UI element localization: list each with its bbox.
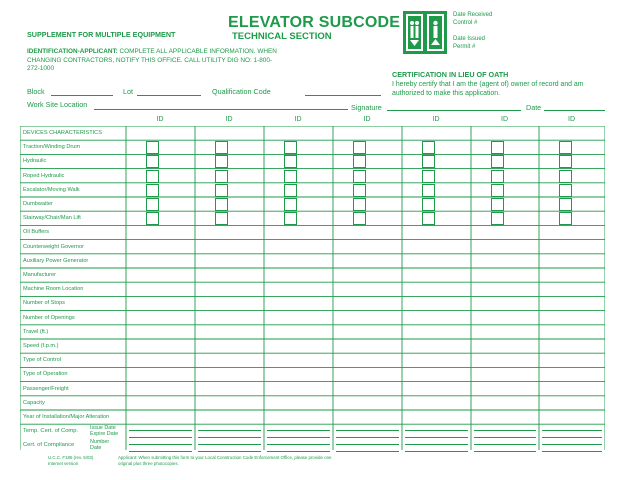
equipment-type-checkbox[interactable]	[284, 198, 297, 211]
table-cell-input[interactable]	[334, 269, 401, 281]
block-label: Block	[27, 87, 45, 96]
equipment-type-checkbox[interactable]	[215, 141, 228, 154]
table-cell-input[interactable]	[540, 297, 604, 309]
table-cell-input[interactable]	[196, 255, 263, 267]
table-cell-input[interactable]	[540, 397, 604, 409]
temp-cert-row-input[interactable]	[198, 437, 261, 438]
equipment-type-checkbox[interactable]	[215, 212, 228, 225]
id-column-header: ID	[294, 116, 302, 123]
table-cell-input[interactable]	[403, 283, 470, 295]
equipment-type-checkbox[interactable]	[146, 212, 159, 225]
table-cell-input[interactable]	[403, 340, 470, 352]
cert-compliance-row-input[interactable]	[198, 444, 261, 445]
table-cell-input[interactable]	[265, 354, 332, 366]
equipment-type-checkbox[interactable]	[559, 141, 572, 154]
ident-text: COMPLETE ALL APPLICABLE INFORMATION. WHEN CHANGING CONTRACTORS, NOTIFY THIS OFFICE. CALL UTILITY DIG NO: 1-800-272-1000	[27, 48, 277, 73]
equipment-type-checkbox[interactable]	[491, 170, 504, 183]
table-cell-input[interactable]	[334, 397, 401, 409]
row-label: Escalator/Moving Walk	[23, 186, 80, 193]
table-cell-input[interactable]	[472, 312, 538, 324]
qualification-code-input[interactable]	[305, 95, 381, 96]
table-cell-input[interactable]	[127, 269, 194, 281]
table-cell-input[interactable]	[127, 354, 194, 366]
table-cell-input[interactable]	[334, 241, 401, 253]
table-cell-input[interactable]	[403, 241, 470, 253]
table-cell-input[interactable]	[540, 241, 604, 253]
equipment-type-checkbox[interactable]	[491, 141, 504, 154]
table-cell-input[interactable]	[127, 368, 194, 380]
table-cell-input[interactable]	[334, 368, 401, 380]
table-cell-input[interactable]	[127, 241, 194, 253]
temp-cert-row-input[interactable]	[542, 430, 602, 431]
table-cell-input[interactable]	[403, 383, 470, 395]
id-column-header: ID	[156, 116, 164, 123]
equipment-type-checkbox[interactable]	[284, 155, 297, 168]
table-cell-input[interactable]	[265, 297, 332, 309]
equipment-type-checkbox[interactable]	[146, 184, 159, 197]
signature-label: Signature	[351, 103, 382, 112]
date-label: Date	[526, 103, 542, 112]
signature-input[interactable]	[387, 110, 521, 111]
cert-compliance-row-input[interactable]	[129, 451, 192, 452]
equipment-type-checkbox[interactable]	[491, 212, 504, 225]
table-cell-input[interactable]	[540, 340, 604, 352]
table-cell-input[interactable]	[472, 255, 538, 267]
table-cell-input[interactable]	[403, 397, 470, 409]
equipment-type-checkbox[interactable]	[146, 155, 159, 168]
row-label: Capacity	[23, 399, 45, 406]
equipment-type-checkbox[interactable]	[146, 141, 159, 154]
table-cell-input[interactable]	[472, 241, 538, 253]
row-label: Hydraulic	[23, 158, 47, 165]
cert-compliance-row-input[interactable]	[267, 444, 330, 445]
table-cell-input[interactable]	[265, 326, 332, 338]
table-cell-input[interactable]	[265, 368, 332, 380]
table-cell-input[interactable]	[196, 226, 263, 238]
table-cell-input[interactable]	[127, 312, 194, 324]
form-id-1: U.C.C. F185 (rev. 5/03)	[48, 455, 94, 460]
equipment-type-checkbox[interactable]	[559, 184, 572, 197]
equipment-type-checkbox[interactable]	[353, 184, 366, 197]
cert-compliance-row-input[interactable]	[336, 444, 399, 445]
row-label: Dumbwaiter	[23, 201, 53, 207]
form-id-2: Internet version	[48, 461, 79, 466]
cert-compliance-row-input[interactable]	[474, 444, 536, 445]
table-cell-input[interactable]	[334, 255, 401, 267]
equipment-type-checkbox[interactable]	[353, 155, 366, 168]
table-cell-input[interactable]	[334, 383, 401, 395]
table-cell-input[interactable]	[265, 340, 332, 352]
table-cell-input[interactable]	[196, 340, 263, 352]
table-cell-input[interactable]	[540, 312, 604, 324]
cert-compliance-row-input[interactable]	[336, 451, 399, 452]
equipment-type-checkbox[interactable]	[353, 198, 366, 211]
temp-cert-row-input[interactable]	[336, 430, 399, 431]
table-cell-input[interactable]	[265, 241, 332, 253]
table-cell-input[interactable]	[472, 226, 538, 238]
table-cell-input[interactable]	[196, 312, 263, 324]
equipment-type-checkbox[interactable]	[559, 212, 572, 225]
table-cell-input[interactable]	[403, 368, 470, 380]
table-cell-input[interactable]	[472, 297, 538, 309]
equipment-type-checkbox[interactable]	[491, 184, 504, 197]
table-cell-input[interactable]	[540, 269, 604, 281]
temp-cert-row-input[interactable]	[267, 430, 330, 431]
cert-compliance-row-input[interactable]	[542, 451, 602, 452]
table-cell-input[interactable]	[196, 326, 263, 338]
form-subtitle: TECHNICAL SECTION	[232, 31, 332, 42]
cert-compliance-row-input[interactable]	[474, 451, 536, 452]
equipment-type-checkbox[interactable]	[284, 170, 297, 183]
id-column-header: ID	[568, 116, 575, 123]
table-cell-input[interactable]	[540, 226, 604, 238]
table-cell-input[interactable]	[472, 326, 538, 338]
id-column-header: ID	[501, 116, 508, 123]
qualification-code-label: Qualification Code	[212, 87, 271, 96]
table-cell-input[interactable]	[127, 226, 194, 238]
row-label: Auxiliary Power Generator	[23, 257, 89, 264]
table-cell-input[interactable]	[403, 297, 470, 309]
equipment-type-checkbox[interactable]	[422, 184, 435, 197]
table-cell-input[interactable]	[403, 255, 470, 267]
form-title: ELEVATOR SUBCODE	[228, 14, 401, 31]
date-received-label: Date Received	[453, 12, 493, 18]
row-label: Travel (ft.)	[23, 328, 49, 335]
permit-number-label: Permit #	[453, 44, 476, 50]
equipment-type-checkbox[interactable]	[422, 155, 435, 168]
equipment-table	[20, 126, 605, 450]
table-cell-input[interactable]	[265, 226, 332, 238]
row-label: Number of Openings	[23, 314, 75, 321]
temp-cert-row-input[interactable]	[405, 437, 468, 438]
cert-compliance-row-input[interactable]	[542, 444, 602, 445]
table-cell-input[interactable]	[540, 411, 604, 423]
table-cell-input[interactable]	[196, 269, 263, 281]
row-label: Type of Operation	[23, 371, 68, 378]
temp-cert-row-input[interactable]	[336, 437, 399, 438]
cert-compliance-row-sub1: Number	[90, 439, 110, 446]
table-cell-input[interactable]	[127, 411, 194, 423]
table-cell-input[interactable]	[403, 354, 470, 366]
table-cell-input[interactable]	[196, 368, 263, 380]
identification-instructions	[27, 48, 277, 74]
table-cell-input[interactable]	[196, 241, 263, 253]
temp-cert-row-input[interactable]	[129, 430, 192, 431]
row-label: Passenger/Freight	[23, 385, 69, 392]
table-cell-input[interactable]	[127, 283, 194, 295]
table-cell-input[interactable]	[334, 340, 401, 352]
table-cell-input[interactable]	[265, 283, 332, 295]
equipment-type-checkbox[interactable]	[559, 170, 572, 183]
table-cell-input[interactable]	[127, 397, 194, 409]
table-cell-input[interactable]	[334, 283, 401, 295]
table-cell-input[interactable]	[127, 297, 194, 309]
table-cell-input[interactable]	[334, 411, 401, 423]
table-cell-input[interactable]	[403, 326, 470, 338]
row-label: Speed (f.p.m.)	[23, 343, 59, 349]
work-site-location-input[interactable]	[94, 109, 348, 110]
table-cell-input[interactable]	[403, 312, 470, 324]
table-cell-input[interactable]	[127, 326, 194, 338]
table-cell-input[interactable]	[472, 269, 538, 281]
temp-cert-row-input[interactable]	[474, 430, 536, 431]
temp-cert-row-input[interactable]	[267, 437, 330, 438]
row-label: Roped Hydraulic	[23, 172, 65, 179]
table-header-row-label: DEVICES CHARACTERISTICS	[23, 130, 102, 136]
table-cell-input[interactable]	[196, 383, 263, 395]
equipment-type-checkbox[interactable]	[491, 155, 504, 168]
table-cell-input[interactable]	[196, 411, 263, 423]
equipment-type-checkbox[interactable]	[422, 212, 435, 225]
temp-cert-row-input[interactable]	[198, 430, 261, 431]
table-cell-input[interactable]	[265, 411, 332, 423]
equipment-type-checkbox[interactable]	[146, 170, 159, 183]
table-cell-input[interactable]	[265, 397, 332, 409]
certification-text: I hereby certify that I am the (agent of) owner of record and am authorized to make this application.	[392, 81, 584, 98]
lot-label: Lot	[123, 87, 133, 96]
table-cell-input[interactable]	[472, 340, 538, 352]
work-site-location-label: Work Site Location	[27, 100, 88, 109]
temp-cert-row-sub1: Issue Date	[90, 425, 116, 432]
cert-compliance-row-input[interactable]	[405, 451, 468, 452]
equipment-type-checkbox[interactable]	[284, 141, 297, 154]
equipment-type-checkbox[interactable]	[215, 184, 228, 197]
equipment-type-checkbox[interactable]	[491, 198, 504, 211]
date-issued-label: Date Issued	[453, 36, 486, 42]
row-label: Oil Buffers	[23, 229, 50, 236]
temp-cert-row-sub2: Expire Date	[90, 431, 119, 438]
table-cell-input[interactable]	[334, 226, 401, 238]
cert-compliance-row-input[interactable]	[129, 444, 192, 445]
table-cell-input[interactable]	[472, 411, 538, 423]
id-column-header: ID	[432, 116, 440, 123]
supplement-heading: SUPPLEMENT FOR MULTIPLE EQUIPMENT	[27, 30, 176, 39]
equipment-type-checkbox[interactable]	[215, 198, 228, 211]
cert-compliance-row-input[interactable]	[267, 451, 330, 452]
table-cell-input[interactable]	[196, 283, 263, 295]
footer-note-1: Applicant: When submitting this form to your Local Construction Code Enforcement Office, please provide one	[118, 455, 332, 460]
table-cell-input[interactable]	[196, 397, 263, 409]
equipment-type-checkbox[interactable]	[422, 198, 435, 211]
equipment-type-checkbox[interactable]	[284, 212, 297, 225]
table-cell-input[interactable]	[472, 283, 538, 295]
equipment-type-checkbox[interactable]	[215, 170, 228, 183]
table-cell-input[interactable]	[127, 340, 194, 352]
cert-compliance-row-sub2: Date	[90, 445, 102, 452]
table-cell-input[interactable]	[127, 383, 194, 395]
table-cell-input[interactable]	[265, 383, 332, 395]
equipment-type-checkbox[interactable]	[215, 155, 228, 168]
table-cell-input[interactable]	[403, 226, 470, 238]
row-label: Counterweight Governor	[23, 243, 84, 250]
row-label: Machine Room Location	[23, 286, 84, 293]
certification-heading: CERTIFICATION IN LIEU OF OATH	[392, 70, 509, 79]
equipment-type-checkbox[interactable]	[353, 212, 366, 225]
lot-input[interactable]	[137, 95, 201, 96]
table-cell-input[interactable]	[334, 312, 401, 324]
table-cell-input[interactable]	[540, 283, 604, 295]
table-cell-input[interactable]	[196, 354, 263, 366]
equipment-type-checkbox[interactable]	[284, 184, 297, 197]
temp-cert-row-input[interactable]	[474, 437, 536, 438]
table-cell-input[interactable]	[472, 368, 538, 380]
table-cell-input[interactable]	[334, 354, 401, 366]
table-cell-input[interactable]	[334, 326, 401, 338]
row-label: Type of Control	[23, 357, 61, 364]
table-cell-input[interactable]	[403, 411, 470, 423]
temp-cert-row-input[interactable]	[129, 437, 192, 438]
table-rows	[20, 126, 605, 450]
footer-note-2: original plus three photocopies.	[118, 461, 179, 466]
table-cell-input[interactable]	[196, 297, 263, 309]
table-cell-input[interactable]	[472, 397, 538, 409]
equipment-type-checkbox[interactable]	[559, 155, 572, 168]
table-cell-input[interactable]	[540, 326, 604, 338]
equipment-type-checkbox[interactable]	[146, 198, 159, 211]
table-cell-input[interactable]	[472, 383, 538, 395]
row-label: Stairway/Chair/Man Lift	[23, 215, 81, 222]
table-cell-input[interactable]	[540, 383, 604, 395]
table-cell-input[interactable]	[472, 354, 538, 366]
temp-cert-row-input[interactable]	[405, 430, 468, 431]
elevator-logo-icon	[403, 11, 447, 54]
id-column-header: ID	[363, 116, 371, 123]
equipment-type-checkbox[interactable]	[353, 141, 366, 154]
table-cell-input[interactable]	[265, 269, 332, 281]
cert-compliance-row-input[interactable]	[405, 444, 468, 445]
id-column-header: ID	[225, 116, 233, 123]
table-cell-input[interactable]	[265, 255, 332, 267]
equipment-type-checkbox[interactable]	[422, 141, 435, 154]
cert-compliance-row-label: Cert. of Compliance	[23, 442, 75, 449]
table-cell-input[interactable]	[540, 354, 604, 366]
row-label: Traction/Winding Drum	[23, 144, 80, 151]
row-label: Manufacturer	[23, 272, 56, 278]
control-number-label: Control #	[453, 20, 478, 26]
date-input[interactable]	[544, 110, 605, 111]
table-cell-input[interactable]	[334, 297, 401, 309]
temp-cert-row-label: Temp. Cert. of Comp.	[23, 428, 79, 435]
table-cell-input[interactable]	[403, 269, 470, 281]
temp-cert-row-input[interactable]	[542, 437, 602, 438]
cert-compliance-row-input[interactable]	[198, 451, 261, 452]
row-label: Number of Stops	[23, 300, 65, 307]
equipment-type-checkbox[interactable]	[559, 198, 572, 211]
equipment-type-checkbox[interactable]	[422, 170, 435, 183]
row-label: Year of Installation/Major Alteration	[23, 414, 110, 420]
equipment-type-checkbox[interactable]	[353, 170, 366, 183]
block-input[interactable]	[51, 95, 113, 96]
table-cell-input[interactable]	[540, 255, 604, 267]
ident-label: IDENTIFICATION-APPLICANT:	[27, 48, 118, 55]
table-cell-input[interactable]	[127, 255, 194, 267]
table-cell-input[interactable]	[265, 312, 332, 324]
table-cell-input[interactable]	[540, 368, 604, 380]
